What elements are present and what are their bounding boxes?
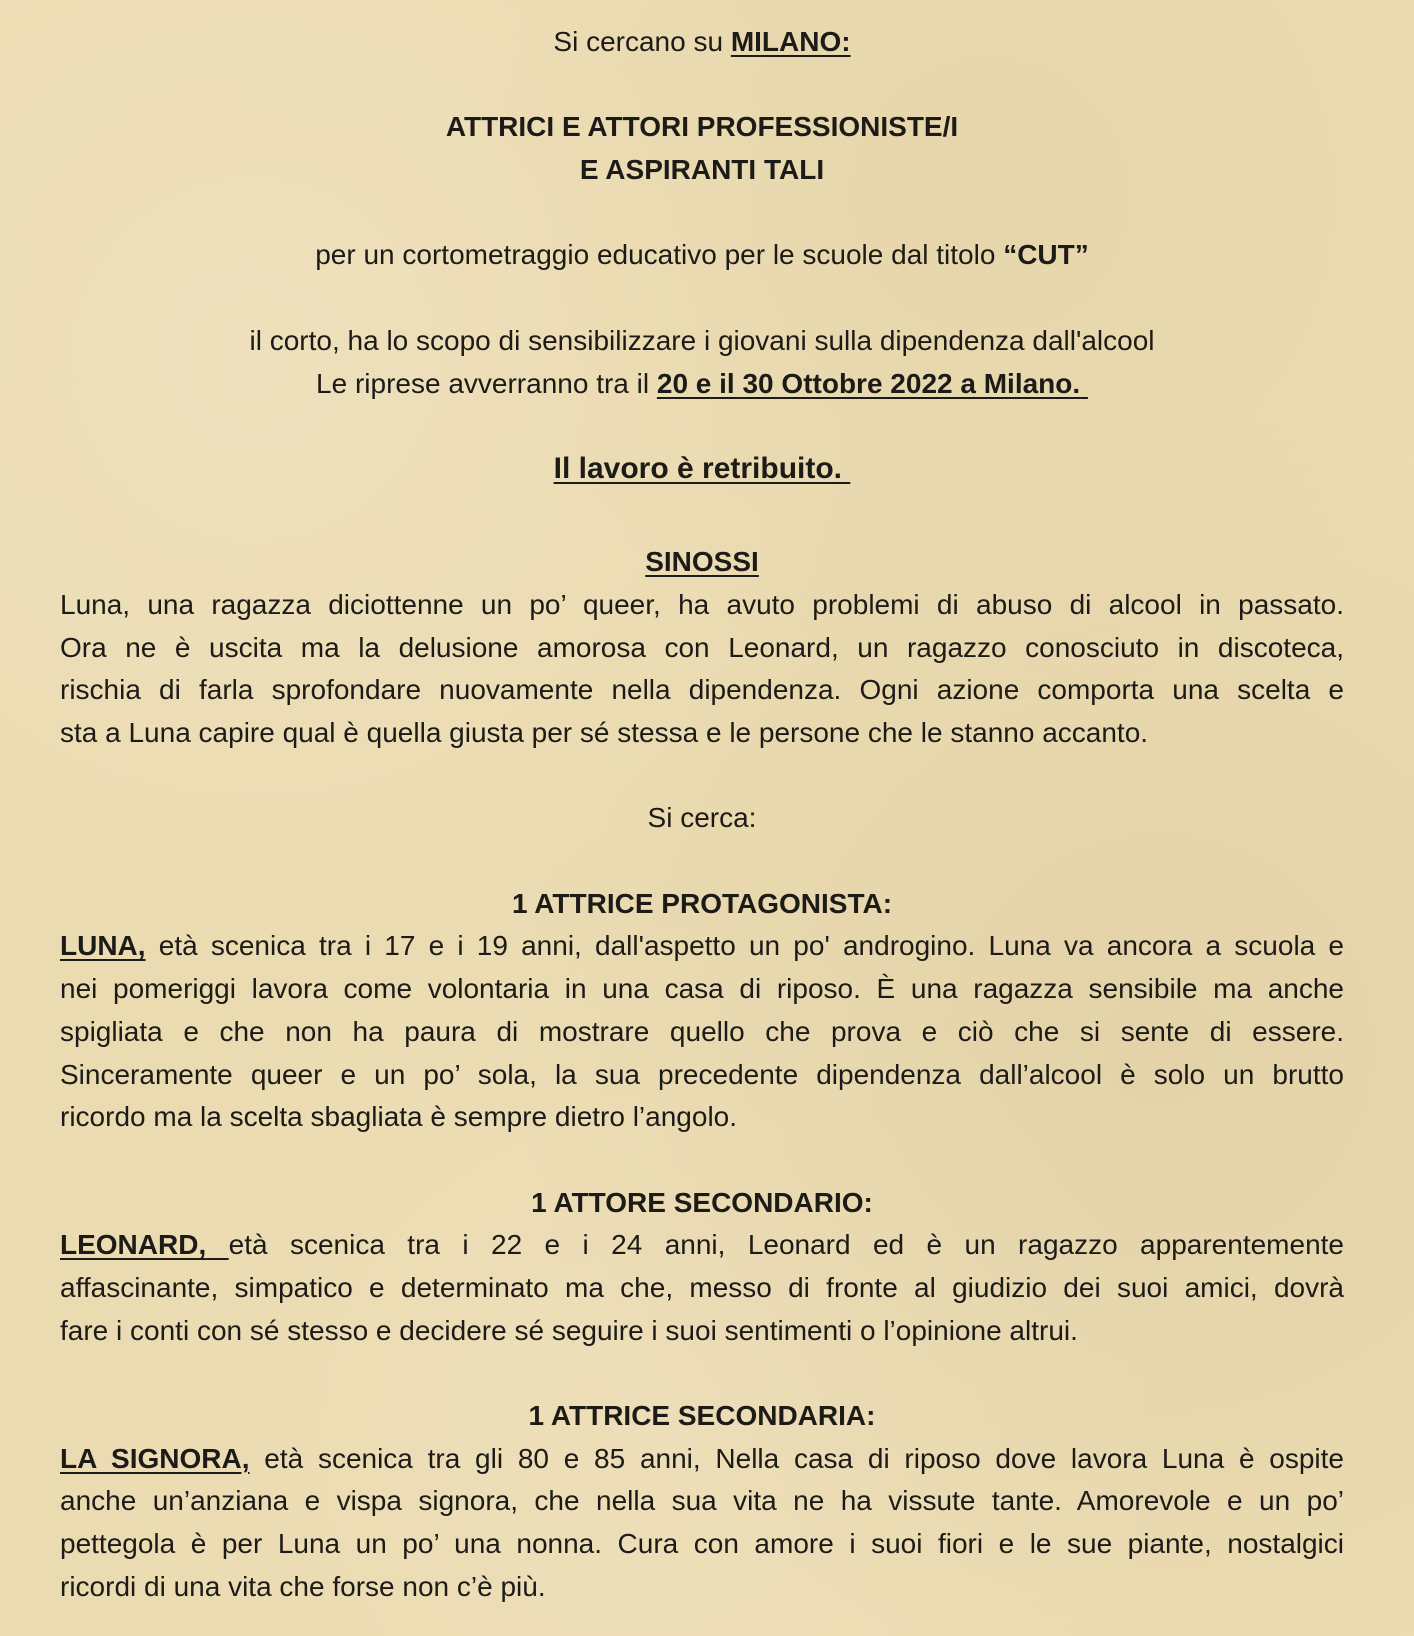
spacer	[60, 491, 1344, 534]
dates-prefix: Le riprese avverranno tra il	[316, 367, 650, 399]
shoot-dates: 20 e il 30 Ottobre 2022 a Milano.	[656, 367, 1081, 399]
project-prefix: per un cortometraggio educativo per le scuole dal titolo	[315, 239, 996, 271]
role-name-luna: LUNA,	[60, 930, 146, 962]
search-label: Si cerca:	[647, 802, 757, 834]
role-first-line-text: età scenica tra gli 80 e 85 anni, Nella casa di riposo dove lavora Luna è ospite	[264, 1442, 1344, 1474]
role-name-signora: LA SIGNORA,	[60, 1442, 250, 1474]
spacer	[60, 277, 1344, 320]
purpose-line: il corto, ha lo scopo di sensibilizzare i giovani sulla dipendenza dall'alcool	[249, 324, 1155, 356]
spacer	[60, 1352, 1344, 1395]
spacer	[60, 1139, 1344, 1182]
role-first-line-text: età scenica tra i 22 e i 24 anni, Leonard ed è un ragazzo apparentemente	[228, 1229, 1344, 1261]
synopsis-line: rischia di farla sprofondare nuovamente nella dipendenza. Ogni azione comporta una scelta e	[60, 674, 1344, 706]
paid-notice: Il lavoro è retribuito.	[553, 451, 843, 485]
role-heading-supporting-actress: 1 ATTRICE SECONDARIA:	[528, 1400, 876, 1431]
project-title: “CUT”	[1003, 239, 1089, 271]
headline-line-1: ATTRICI E ATTORI PROFESSIONISTE/I	[445, 111, 959, 143]
role-line: pettegola è per Luna un po’ una nonna. Cura con amore i suoi fiori e le sue piante, nostalgici	[60, 1528, 1344, 1560]
spacer	[60, 64, 1344, 107]
spacer	[60, 405, 1344, 448]
synopsis-line: sta a Luna capire qual è quella giusta per sé stessa e le persone che le stanno accanto.	[60, 717, 1149, 748]
dates-line	[60, 363, 1344, 406]
role-first-line-text: età scenica tra i 17 e i 19 anni, dall'aspetto un po' androgino. Luna va ancora a scuola e	[158, 930, 1345, 962]
role-line: affascinante, simpatico e determinato ma che, messo di fronte al giudizio dei suoi amici, dovrà	[60, 1271, 1344, 1303]
role-line: Sinceramente queer e un po’ sola, la sua precedente dipendenza dall’alcool è solo un brutto	[60, 1058, 1344, 1090]
role-line: ricordi di una vita che forse non c’è più.	[60, 1570, 546, 1602]
role-first-line	[60, 925, 1344, 968]
project-line	[60, 234, 1344, 277]
role-heading-supporting-actor: 1 ATTORE SECONDARIO:	[531, 1186, 873, 1218]
spacer	[60, 192, 1344, 235]
spacer	[60, 533, 1344, 541]
intro-line	[60, 21, 1344, 64]
role-line: spigliata e che non ha paura di mostrare quello che prova e ciò che si sente di essere.	[60, 1015, 1344, 1047]
spacer	[60, 755, 1344, 798]
role-line: fare i conti con sé stesso e decidere sé seguire i suoi sentimenti o l’opinione altrui.	[60, 1314, 1078, 1346]
headline-line-2: E ASPIRANTI TALI	[579, 154, 825, 186]
spacer	[60, 840, 1344, 883]
intro-prefix: Si cercano su	[553, 26, 724, 57]
synopsis-line: Luna, una ragazza diciottenne un po’ queer, ha avuto problemi di abuso di alcool in passato.	[60, 588, 1344, 620]
role-line: anche un’anziana e vispa signora, che nella sua vita ne ha vissute tante. Amorevole e un po’	[60, 1485, 1344, 1517]
role-first-line	[60, 1438, 1344, 1481]
poster-content	[60, 21, 1344, 1608]
role-line: nei pomeriggi lavora come volontaria in una casa di riposo. È una ragazza sensibile ma anche	[60, 973, 1344, 1005]
paid-line	[60, 448, 1344, 491]
synopsis-title-line	[60, 541, 1344, 584]
synopsis-line: Ora ne è uscita ma la delusione amorosa con Leonard, un ragazzo conosciuto in discoteca,	[60, 631, 1344, 663]
role-first-line	[60, 1224, 1344, 1267]
role-heading-protagonist: 1 ATTRICE PROTAGONISTA:	[511, 887, 893, 919]
role-name-leonard: LEONARD,	[60, 1229, 207, 1261]
intro-city: MILANO:	[730, 26, 851, 57]
role-line: ricordo ma la scelta sbagliata è sempre dietro l’angolo.	[60, 1101, 738, 1133]
synopsis-title: SINOSSI	[645, 546, 759, 578]
